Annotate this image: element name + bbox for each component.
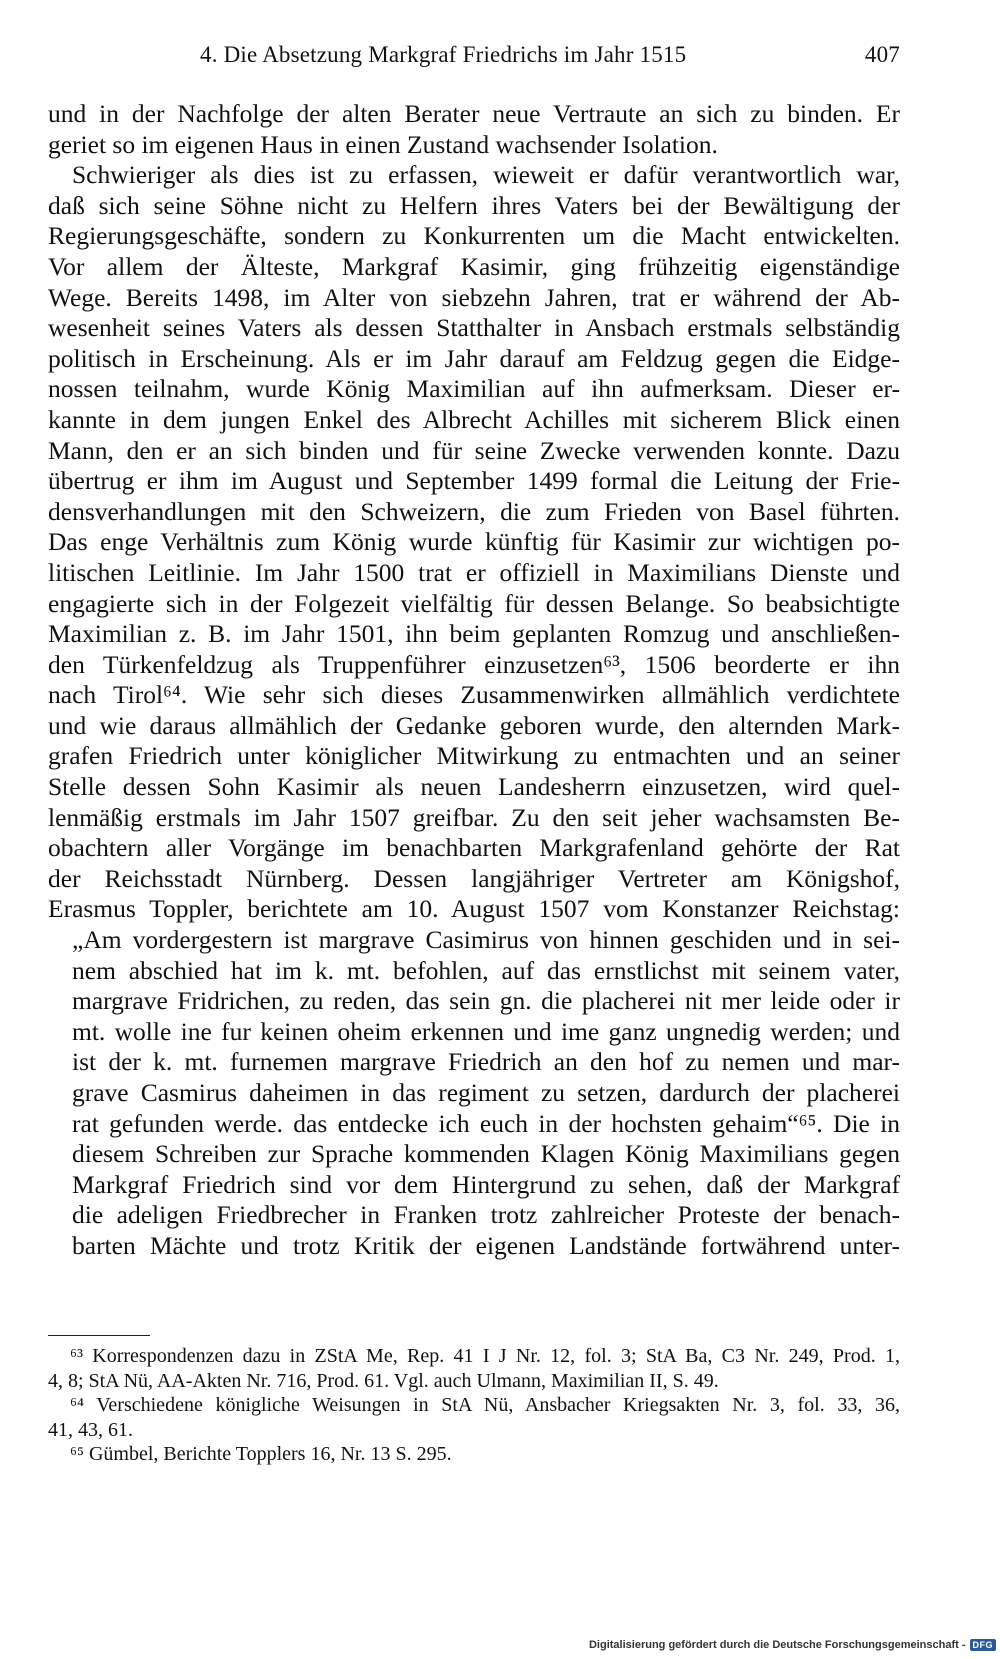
text-line: Markgraf Friedrich sind vor dem Hintergrund zu sehen, daß der Markgraf <box>72 1169 900 1199</box>
text-line: Das enge Verhältnis zum König wurde künftig für Kasimir zur wichtigen po- <box>48 527 900 557</box>
text-line: Vor allem der Älteste, Markgraf Kasimir, ging frühzeitig eigenständige <box>48 251 900 281</box>
text-line: kannte in dem jungen Enkel des Albrecht Achilles mit sicherem Blick einen <box>48 404 900 434</box>
text-line: und wie daraus allmählich der Gedanke geboren wurde, den alternden Mark- <box>48 710 900 740</box>
text-line: die adeligen Friedbrecher in Franken trotz zahlreicher Proteste der benach- <box>72 1200 900 1230</box>
text-line: diesem Schreiben zur Sprache kommenden Klagen König Maximilians gegen <box>72 1139 900 1169</box>
running-head <box>48 42 900 78</box>
quote-line: grave Casmirus daheimen in das regiment zu setzen, dardurch der placherei <box>72 1078 900 1107</box>
quote-line: ist der k. mt. furnemen margrave Friedrich an den hof zu nemen und mar- <box>72 1047 900 1077</box>
footnote-63-cont: 4, 8; StA Nü, AA-Akten Nr. 716, Prod. 61. Vgl. auch Ulmann, Maximilian II, S. 49. <box>48 1369 719 1392</box>
text-line: litischen Leitlinie. Im Jahr 1500 trat er offiziell in Maximilians Dienste und <box>48 557 900 587</box>
text-line: und in der Nachfolge der alten Berater neue Vertraute an sich zu binden. Er <box>48 99 900 128</box>
footnotes <box>48 1344 900 1467</box>
text-line: densverhandlungen mit den Schweizern, die zum Frieden von Basel führten. <box>48 496 900 526</box>
digitization-credit <box>589 1637 996 1653</box>
quote-line: margrave Fridrichen, zu reden, das sein gn. die placherei nit mer leide oder ir <box>72 986 900 1016</box>
text-line: wesenheit seines Vaters als dessen Statthalter in Ansbach erstmals selbständig <box>48 313 900 343</box>
text-line: geriet so im eigenen Haus in einen Zustand wachsender Isolation. <box>48 129 718 159</box>
quote-line: nem abschied hat im k. mt. befohlen, auf das ernstlichst mit seinem vater, <box>72 955 900 985</box>
footnote-divider <box>48 1335 150 1336</box>
footnote-63: ⁶³ Korrespondenzen dazu in ZStA Me, Rep. 41 I J Nr. 12, fol. 3; StA Ba, C3 Nr. 249, Prod. 1, <box>70 1345 900 1367</box>
text-line: lenmäßig erstmals im Jahr 1507 greifbar. Zu den seit jeher wachsamsten Be- <box>48 802 900 832</box>
text-line: Erasmus Toppler, berichtete am 10. August 1507 vom Konstanzer Reichstag: <box>48 894 900 924</box>
running-title: 4. Die Absetzung Markgraf Friedrichs im Jahr 1515 <box>200 42 687 67</box>
quote-line: „Am vordergestern ist margrave Casimirus von hinnen geschiden und in sei- <box>72 925 900 955</box>
text-line: Stelle dessen Sohn Kasimir als neuen Landesherrn einzusetzen, wird quel- <box>48 772 900 802</box>
credit-text: Digitalisierung gefördert durch die Deutsche Forschungsgemeinschaft - <box>588 1639 966 1651</box>
footnote-65: ⁶⁵ Gümbel, Berichte Topplers 16, Nr. 13 S. 295. <box>70 1443 452 1465</box>
text-line: Maximilian z. B. im Jahr 1501, ihn beim geplanten Romzug und anschließen- <box>48 619 900 649</box>
text-line: daß sich seine Söhne nicht zu Helfern ihres Vaters bei der Bewältigung der <box>48 190 900 220</box>
dfg-logo-icon: DFG <box>970 1639 997 1651</box>
text-line: barten Mächte und trotz Kritik der eigenen Landstände fortwährend unter- <box>72 1230 900 1260</box>
body-text <box>48 99 900 1262</box>
footnote-64: ⁶⁴ Verschiedene königliche Weisungen in StA Nü, Ansbacher Kriegsakten Nr. 3, fol. 33, 36, <box>70 1394 900 1416</box>
text-line: den Türkenfeldzug als Truppenführer einzusetzen⁶³, 1506 beorderte er ihn <box>48 649 900 679</box>
text-line: politisch in Erscheinung. Als er im Jahr darauf am Feldzug gegen die Eidge- <box>48 343 900 373</box>
text-line: obachtern aller Vorgänge im benachbarten Markgrafenland gehörte der Rat <box>48 833 900 863</box>
footnote-64-cont: 41, 43, 61. <box>48 1418 133 1441</box>
text-line: der Reichsstadt Nürnberg. Dessen langjähriger Vertreter am Königshof, <box>48 863 900 893</box>
text-line: Regierungsgeschäfte, sondern zu Konkurrenten um die Macht entwickelten. <box>48 221 900 251</box>
text-line: nach Tirol⁶⁴. Wie sehr sich dieses Zusammenwirken allmählich verdichtete <box>48 680 900 710</box>
text-line: nossen teilnahm, wurde König Maximilian auf ihn aufmerksam. Dieser er- <box>48 374 900 404</box>
text-line: grafen Friedrich unter königlicher Mitwirkung zu entmachten und an seiner <box>48 741 900 771</box>
page-number: 407 <box>864 42 900 67</box>
text-line: Schwieriger als dies ist zu erfassen, wieweit er dafür verantwortlich war, <box>72 160 900 190</box>
text-line: übertrug er ihm im August und September 1499 formal die Leitung der Frie- <box>48 466 900 496</box>
quote-line: mt. wolle ine fur keinen oheim erkennen und ime ganz ungnedig werden; und <box>72 1016 900 1046</box>
text-line: Mann, den er an sich binden und für seine Zwecke verwenden konnte. Dazu <box>48 435 900 465</box>
quote-line: rat gefunden werde. das entdecke ich euch in der hochsten gehaim“⁶⁵. Die in <box>72 1108 900 1138</box>
text-line: Wege. Bereits 1498, im Alter von siebzehn Jahren, trat er während der Ab- <box>48 282 900 312</box>
text-line: engagierte sich in der Folgezeit vielfältig für dessen Belange. So beabsichtigte <box>48 588 900 618</box>
